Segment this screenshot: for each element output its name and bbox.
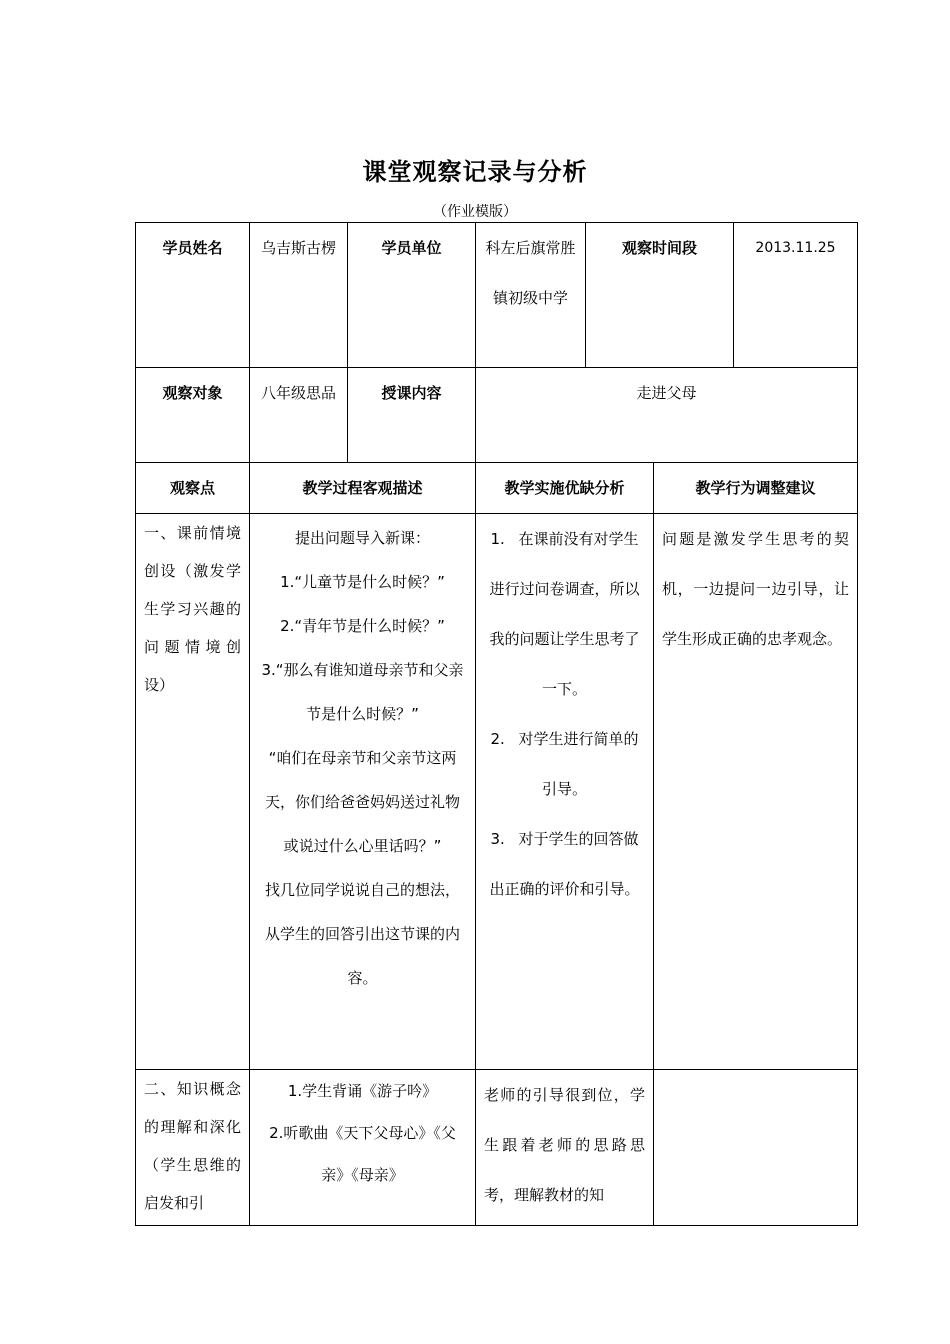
process-line: 找几位同学说说自己的想法，从学生的回答引出这节课的内容。 [264,881,460,987]
observation-time-label: 观察时间段 [586,223,734,368]
header-observation-point: 观察点 [136,463,250,514]
analysis-item [484,514,645,714]
observation-target-value: 八年级思品 [250,368,348,463]
process-line: 2.“青年节是什么时候？” [280,617,445,635]
analysis-text: 对学生进行简单的引导。 [518,730,639,798]
lesson-content-value: 走进父母 [476,368,858,463]
observation-target-label: 观察对象 [136,368,250,463]
analysis-item [484,814,645,914]
header-process-description: 教学过程客观描述 [250,463,476,514]
section-row-2 [136,1070,858,1226]
analysis-text: 对于学生的回答做出正确的评价和引导。 [489,830,640,898]
lesson-content-label: 授课内容 [348,368,476,463]
observation-table [135,222,858,1226]
observation-time-value: 2013.11.25 [734,223,858,368]
section-1-point: 一、课前情境创设（激发学生学习兴趣的问题情境创设） [136,514,250,1070]
process-line: 1.“儿童节是什么时候？” [280,573,445,591]
section-2-suggestion [654,1070,858,1226]
info-row-2 [136,368,858,463]
student-unit-label: 学员单位 [348,223,476,368]
process-line: 提出问题导入新课： [294,529,430,547]
info-row-1 [136,223,858,368]
student-name-value: 乌吉斯古楞 [250,223,348,368]
section-1-suggestion: 问题是激发学生思考的契机，一边提问一边引导，让学生形成正确的忠孝观念。 [654,514,858,1070]
analysis-number: 2. [490,730,505,748]
section-2-process [250,1070,476,1226]
page-title: 课堂观察记录与分析 [362,158,588,186]
section-2-analysis: 老师的引导很到位，学生跟着老师的思路思考，理解教材的知 [476,1070,654,1226]
analysis-item [484,714,645,814]
process-line: 3.“那么有谁知道母亲节和父亲节是什么时候？” [261,661,464,723]
section-1-process [250,514,476,1070]
header-strengths-analysis: 教学实施优缺分析 [476,463,654,514]
analysis-text: 在课前没有对学生进行过问卷调查，所以我的问题让学生思考了一下。 [489,530,640,698]
section-1-analysis [476,514,654,1070]
header-row [136,463,858,514]
process-line: 2.听歌曲《天下父母心》《父亲》《母亲》 [269,1124,456,1184]
section-2-point: 二、知识概念的理解和深化（学生思维的启发和引 [136,1070,250,1226]
analysis-number: 1. [490,530,505,548]
process-line: “咱们在母亲节和父亲节这两天，你们给爸爸妈妈送过礼物或说过什么心里话吗？” [264,749,460,855]
header-adjustment-suggestion: 教学行为调整建议 [654,463,858,514]
process-line: 1.学生背诵《游子吟》 [287,1082,438,1100]
page-subtitle: （作业模版） [433,204,517,220]
student-unit-value: 科左后旗常胜镇初级中学 [476,223,586,368]
analysis-number: 3. [490,830,505,848]
section-row-1 [136,514,858,1070]
student-name-label: 学员姓名 [136,223,250,368]
